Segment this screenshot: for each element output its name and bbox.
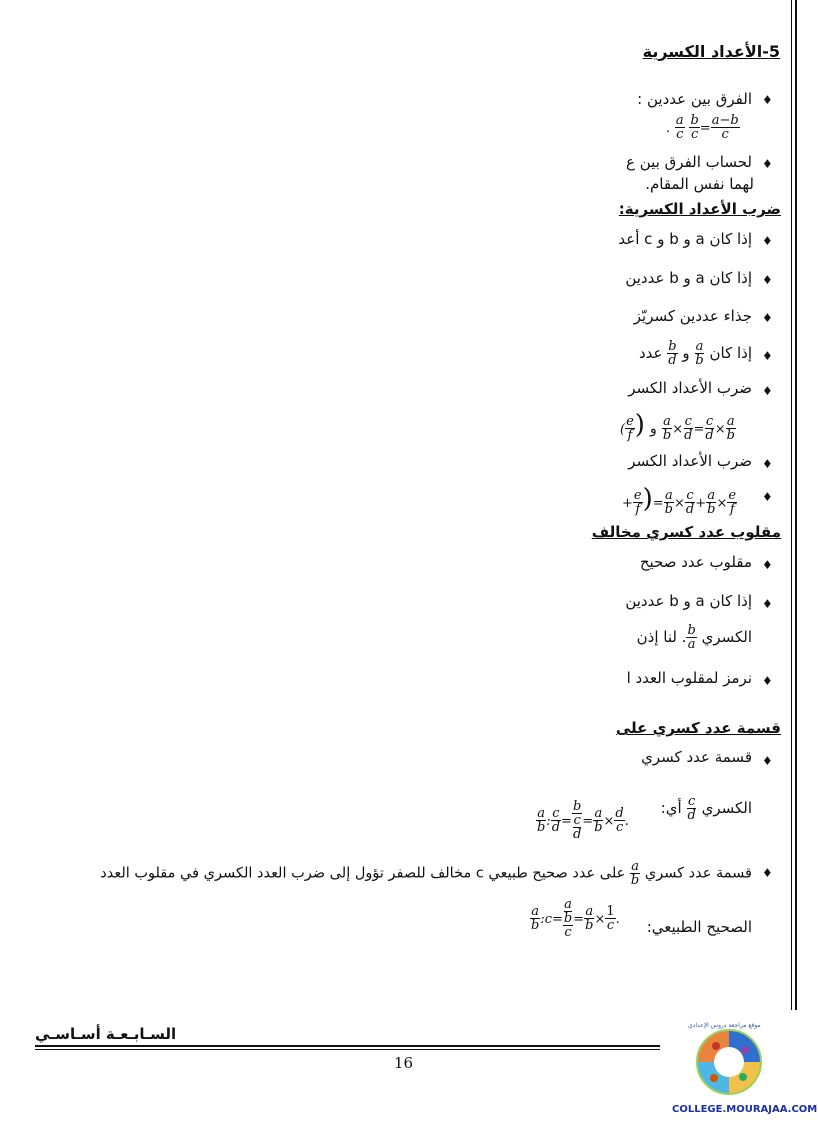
mult-item-4: إذا كان $\frac{a}{b}$ و $\frac{b}{d}$ عدد bbox=[638, 339, 752, 368]
mult-heading: ضرب الأعداد الكسرية: bbox=[618, 200, 781, 218]
diff-line1: الفرق بين عددين : bbox=[637, 90, 752, 108]
bullet-icon: ♦ bbox=[762, 234, 773, 248]
fraction: $\frac{b}{c}$ bbox=[690, 113, 699, 142]
fraction: $\frac{a}{b}$ bbox=[537, 806, 546, 835]
section-title: 5-الأعداد الكسرية bbox=[642, 42, 780, 61]
reciprocal-item-1: مقلوب عدد صحيح bbox=[639, 553, 752, 571]
diff-calc-line1: لحساب الفرق بين ع bbox=[626, 153, 752, 171]
division-line-3: الصحيح الطبيعي: bbox=[646, 918, 752, 936]
fraction: $\frac{a}{c}$ bbox=[675, 113, 684, 142]
bullet-icon: ♦ bbox=[762, 597, 773, 611]
bullet-icon: ♦ bbox=[762, 384, 773, 398]
fraction: $\frac{a}{b}$ bbox=[630, 859, 640, 888]
division-formula-1: $\frac{a}{b}$ : $\frac{c}{d}$ = b c d = $\frac{a}{b}$ × $\frac{d}{c}$ . bbox=[537, 799, 629, 842]
fraction: $\frac{a}{b}$ bbox=[664, 488, 673, 517]
division-item-1: قسمة عدد كسري bbox=[641, 748, 752, 766]
bullet-icon: ♦ bbox=[762, 754, 773, 768]
fraction: $\frac{a}{b}$ bbox=[707, 488, 716, 517]
mult-formula-1: ( $\frac{e}{f}$ ) و $\frac{a}{b}$ × $\frac{c}{d}$ = $\frac{c}{d}$ × $\frac{a}{b}$ bbox=[620, 410, 735, 443]
bullet-icon: ♦ bbox=[762, 674, 773, 688]
fraction: $\frac{c}{d}$ bbox=[685, 488, 695, 517]
footer-rule-thin bbox=[35, 1049, 660, 1050]
bullet-icon: ♦ bbox=[762, 311, 773, 325]
bullet-icon: ♦ bbox=[762, 93, 773, 107]
fraction: $\frac{b}{d}$ bbox=[668, 339, 677, 368]
logo-wheel-icon bbox=[676, 1022, 782, 1104]
footer-rule bbox=[35, 1045, 660, 1047]
diff-formula: . $\frac{a}{c}$ $\frac{b}{c}$ = $\frac{a-b}{c}$ bbox=[666, 113, 739, 142]
reciprocal-item-2: إذا كان a و b عددين bbox=[625, 592, 752, 610]
bullet-icon: ♦ bbox=[762, 349, 773, 363]
fraction: $\frac{e}{f}$ bbox=[728, 488, 737, 517]
fraction: $\frac{c}{d}$ bbox=[551, 806, 561, 835]
fraction: $\frac{a}{b}$ bbox=[594, 806, 603, 835]
division-formula-2: $\frac{a}{b}$ :c= a b c = $\frac{a}{b}$ × $\frac{1}{c}$ . bbox=[531, 897, 620, 940]
division-line-2: الكسري $\frac{c}{d}$ أي: bbox=[660, 794, 752, 823]
diff-calc-line2: لهما نفس المقام. bbox=[645, 175, 754, 193]
site-logo bbox=[676, 1022, 782, 1104]
mult-item-3: جذاء عددين كسريّز bbox=[633, 307, 752, 325]
fraction: b c d bbox=[572, 799, 582, 842]
bullet-icon: ♦ bbox=[762, 490, 773, 504]
division-item-2: قسمة عدد كسري $\frac{a}{b}$ على عدد صحيح طبيعي c مخالف للصفر تؤول إلى ضرب العدد الكسري في مقلوب العدد bbox=[100, 859, 752, 888]
mult-item-1: إذا كان a و b و c أعد bbox=[618, 230, 752, 248]
mult-item-5: ضرب الأعداد الكسر bbox=[628, 379, 752, 397]
page-border-right bbox=[795, 0, 797, 1010]
fraction: $\frac{a}{b}$ bbox=[726, 414, 735, 443]
logo-arc-text: موقع مراجعة دروس الإعدادي bbox=[688, 1022, 761, 1029]
fraction: $\frac{d}{c}$ bbox=[615, 806, 624, 835]
reciprocal-heading: مقلوب عدد كسري مخالف bbox=[591, 523, 781, 541]
fraction: $\frac{c}{d}$ bbox=[687, 794, 696, 823]
fraction: $\frac{b}{a}$ bbox=[687, 623, 696, 652]
fraction: $\frac{a}{b}$ bbox=[695, 339, 704, 368]
mult-formula-2: + $\frac{e}{f}$ )= $\frac{a}{b}$ × $\frac{c}{d}$ + $\frac{a}{b}$ × $\frac{e}{f}$ bbox=[622, 484, 737, 517]
mult-item-6: ضرب الأعداد الكسر bbox=[628, 452, 752, 470]
page-number: 16 bbox=[394, 1054, 414, 1072]
fraction: $\frac{a}{b}$ bbox=[585, 904, 594, 933]
logo-url[interactable]: COLLEGE.MOURAJAA.COM bbox=[672, 1104, 818, 1115]
reciprocal-line-3: الكسري $\frac{b}{a}$ . لنا إذن bbox=[636, 623, 752, 652]
fraction: $\frac{c}{d}$ bbox=[705, 414, 714, 443]
bullet-icon: ♦ bbox=[762, 866, 773, 880]
fraction: a b c bbox=[563, 897, 573, 940]
mult-item-2: إذا كان a و b عددين bbox=[625, 269, 752, 287]
fraction: $\frac{e}{f}$ bbox=[626, 414, 634, 443]
page-border-right-inner bbox=[791, 0, 792, 1010]
fraction: $\frac{c}{d}$ bbox=[684, 414, 693, 443]
reciprocal-item-3: نرمز لمقلوب العدد ا bbox=[626, 669, 752, 687]
bullet-icon: ♦ bbox=[762, 558, 773, 572]
bullet-icon: ♦ bbox=[762, 157, 773, 171]
bullet-icon: ♦ bbox=[762, 457, 773, 471]
fraction: $\frac{e}{f}$ bbox=[633, 488, 642, 517]
fraction: $\frac{1}{c}$ bbox=[606, 904, 615, 933]
division-heading: قسمة عدد كسري على bbox=[615, 719, 781, 737]
footer-label: السـابـعـة أسـاسـي bbox=[35, 1025, 177, 1043]
bullet-icon: ♦ bbox=[762, 273, 773, 287]
fraction: $\frac{a-b}{c}$ bbox=[711, 113, 739, 142]
fraction: $\frac{a}{b}$ bbox=[662, 414, 672, 443]
fraction: $\frac{a}{b}$ bbox=[531, 904, 540, 933]
